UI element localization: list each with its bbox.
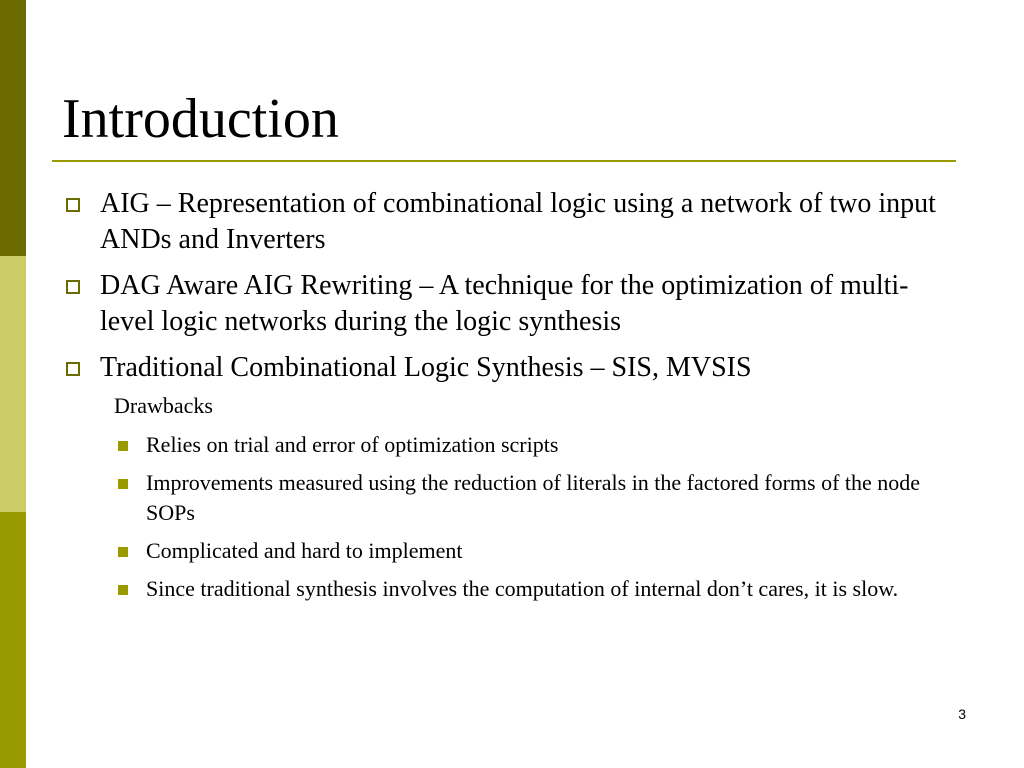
sub-bullet-item bbox=[62, 468, 936, 528]
decorative-side-bar bbox=[0, 0, 26, 768]
bullet-text: AIG – Representation of combinational logic using a network of two input ANDs and Inverters bbox=[100, 188, 936, 255]
bullet-item bbox=[62, 186, 962, 258]
side-bar-bottom-segment bbox=[0, 512, 26, 768]
bullet-list bbox=[62, 186, 962, 612]
side-bar-middle-segment bbox=[0, 256, 26, 512]
sub-bullet-text: Complicated and hard to implement bbox=[146, 538, 463, 563]
filled-square-bullet-icon bbox=[118, 479, 128, 489]
filled-square-bullet-icon bbox=[118, 585, 128, 595]
sub-bullet-text: Improvements measured using the reduction of literals in the factored forms of the node SOPs bbox=[146, 470, 921, 525]
drawbacks-subheading: Drawbacks bbox=[114, 393, 213, 418]
bullet-item bbox=[62, 268, 962, 340]
filled-square-bullet-icon bbox=[118, 441, 128, 451]
sub-bullet-text: Since traditional synthesis involves the computation of internal don’t cares, it is slow. bbox=[146, 576, 899, 601]
bullet-item bbox=[62, 350, 962, 386]
sub-bullet-item bbox=[62, 574, 936, 604]
bullet-text: Traditional Combinational Logic Synthesis – SIS, MVSIS bbox=[100, 352, 752, 383]
side-bar-top-segment bbox=[0, 0, 26, 256]
sub-bullet-item bbox=[62, 536, 936, 566]
hollow-square-bullet-icon bbox=[66, 198, 80, 212]
filled-square-bullet-icon bbox=[118, 547, 128, 557]
title-divider bbox=[52, 160, 956, 162]
page-number: 3 bbox=[958, 706, 966, 722]
sub-bullet-text: Relies on trial and error of optimization scripts bbox=[146, 432, 559, 457]
slide-title: Introduction bbox=[62, 88, 339, 150]
hollow-square-bullet-icon bbox=[66, 280, 80, 294]
sub-bullet-item bbox=[62, 430, 936, 460]
bullet-text: DAG Aware AIG Rewriting – A technique for the optimization of multi-level logic networks during the logic synthesis bbox=[100, 270, 909, 337]
hollow-square-bullet-icon bbox=[66, 362, 80, 376]
